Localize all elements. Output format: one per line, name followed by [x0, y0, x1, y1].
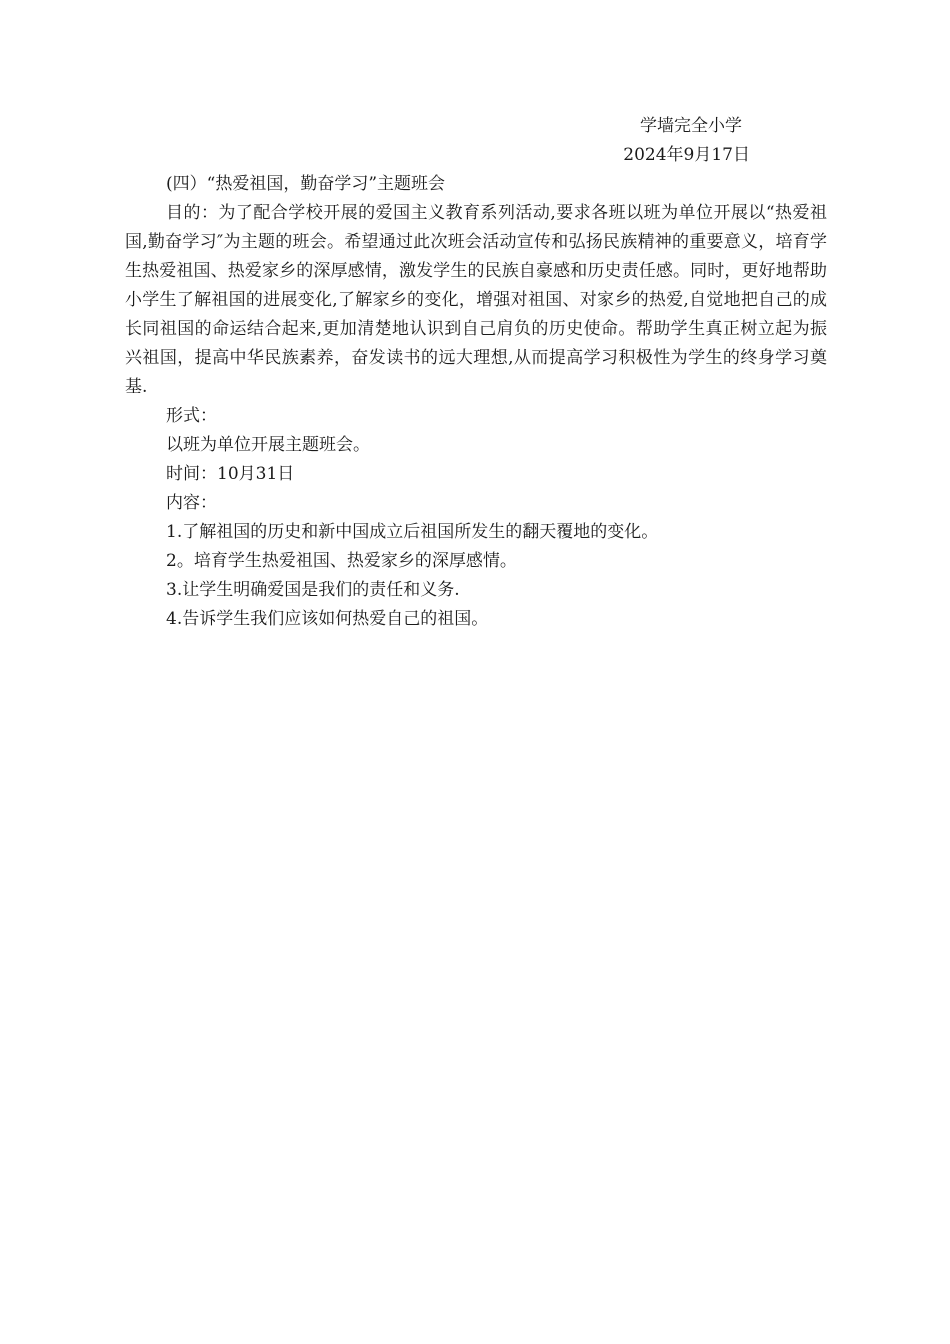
content-item-4: 4.告诉学生我们应该如何热爱自己的祖国。 — [166, 609, 489, 629]
content-item-2: 2。培育学生热爱祖国、热爱家乡的深厚感情。 — [166, 551, 517, 571]
time-line: 时间：10月31日 — [166, 464, 295, 484]
purpose-paragraph: 目的：为了配合学校开展的爱国主义教育系列活动,要求各班以班为单位开展以“热爱祖国,勤奋学习″为主题的班会。希望通过此次班会活动宣传和弘扬民族精神的重要意义，培育学生热爱祖国、热爱家乡的深厚感情，激发学生的民族自豪感和历史责任感。同时，更好地帮助小学生了解祖国的进展变化,了解家乡的变化，增强对祖国、对家乡的热爱,自觉地把自己的成长同祖国的命运结合起来,更加清楚地认识到自己肩负的历史使命。帮助学生真正树立起为振兴祖国，提高中华民族素养，奋发读书的远大理想,从而提高学习积极性为学生的终身学习奠基. — [125, 203, 827, 397]
signature-date: 2024年9月17日 — [623, 145, 750, 165]
form-label: 形式： — [166, 406, 217, 426]
content-item-1: 1.了解祖国的历史和新中国成立后祖国所发生的翻天覆地的变化。 — [166, 522, 659, 542]
school-name: 学墙完全小学 — [640, 116, 742, 136]
document-body — [125, 170, 827, 634]
content-item-3: 3.让学生明确爱国是我们的责任和义务. — [166, 580, 460, 600]
section-heading: (四）“热爱祖国，勤奋学习”主题班会 — [166, 174, 446, 194]
content-label: 内容： — [166, 493, 217, 513]
signature-block — [560, 112, 750, 170]
form-value: 以班为单位开展主题班会。 — [166, 435, 370, 455]
